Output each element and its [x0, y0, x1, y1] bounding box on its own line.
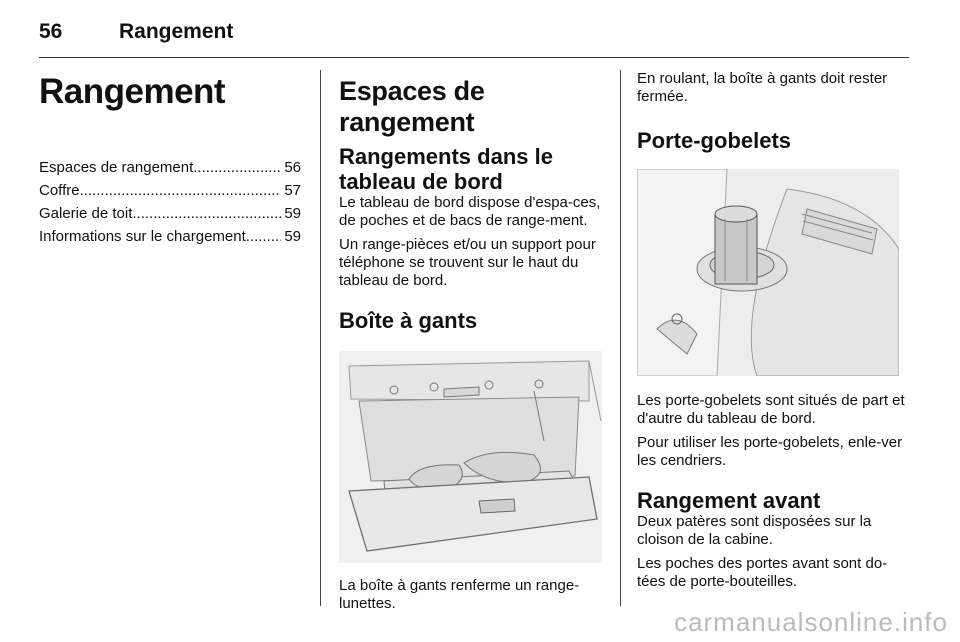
- subsection-title-dashboard: Rangements dans le tableau de bord: [339, 144, 553, 194]
- toc-leader: [80, 179, 282, 202]
- toc-label: Coffre: [39, 182, 80, 199]
- figure-caption: La boîte à gants renferme un range-lunettes.: [339, 577, 580, 612]
- column-divider: [620, 70, 621, 606]
- paragraph: En roulant, la boîte à gants doit rester fermée.: [637, 70, 888, 105]
- toc-page: 59: [284, 205, 301, 222]
- glovebox-illustration: [339, 351, 602, 563]
- header-rule: [39, 57, 909, 58]
- page-number: 56: [39, 20, 63, 43]
- toc-label: Informations sur le chargement: [39, 228, 246, 245]
- paragraph: Les porte-gobelets sont situés de part et d'autre du tableau de bord.: [637, 392, 905, 427]
- middle-column: [339, 70, 602, 613]
- toc-entry[interactable]: [39, 156, 301, 179]
- toc-page: 56: [284, 159, 301, 176]
- toc-leader: [246, 225, 282, 248]
- toc-label: Espaces de rangement: [39, 159, 194, 176]
- subsection-title-front-storage: Rangement avant: [637, 488, 821, 513]
- paragraph: Deux patères sont disposées sur la cloison de la cabine.: [637, 513, 872, 548]
- toc-leader: [193, 156, 281, 179]
- toc-entry[interactable]: [39, 225, 301, 248]
- right-column: [637, 70, 905, 591]
- running-title: Rangement: [119, 20, 234, 43]
- toc-entry[interactable]: [39, 202, 301, 225]
- paragraph: Un range-pièces et/ou un support pour téléphone se trouvent sur le haut du tableau de bord.: [339, 236, 596, 289]
- paragraph: Les poches des portes avant sont do-tées de porte-bouteilles.: [637, 555, 888, 590]
- toc-entry[interactable]: [39, 179, 301, 202]
- cupholder-illustration: [637, 169, 899, 376]
- section-title: Espaces de rangement: [339, 76, 485, 137]
- column-divider: [320, 70, 321, 606]
- paragraph: Pour utiliser les porte-gobelets, enle-ver les cendriers.: [637, 434, 903, 469]
- left-column: [39, 70, 301, 248]
- chapter-title: Rangement: [39, 72, 226, 111]
- watermark: carmanualsonline.info: [674, 607, 948, 637]
- paragraph: Le tableau de bord dispose d'espa-ces, de poches et de bacs de range-ment.: [339, 194, 601, 229]
- toc-page: 57: [284, 182, 301, 199]
- toc-page: 59: [284, 228, 301, 245]
- table-of-contents: [39, 156, 301, 248]
- subsection-title-glovebox: Boîte à gants: [339, 308, 478, 333]
- toc-label: Galerie de toit: [39, 205, 133, 222]
- toc-leader: [132, 202, 281, 225]
- subsection-title-cupholders: Porte-gobelets: [637, 128, 792, 153]
- page-header: [39, 12, 909, 58]
